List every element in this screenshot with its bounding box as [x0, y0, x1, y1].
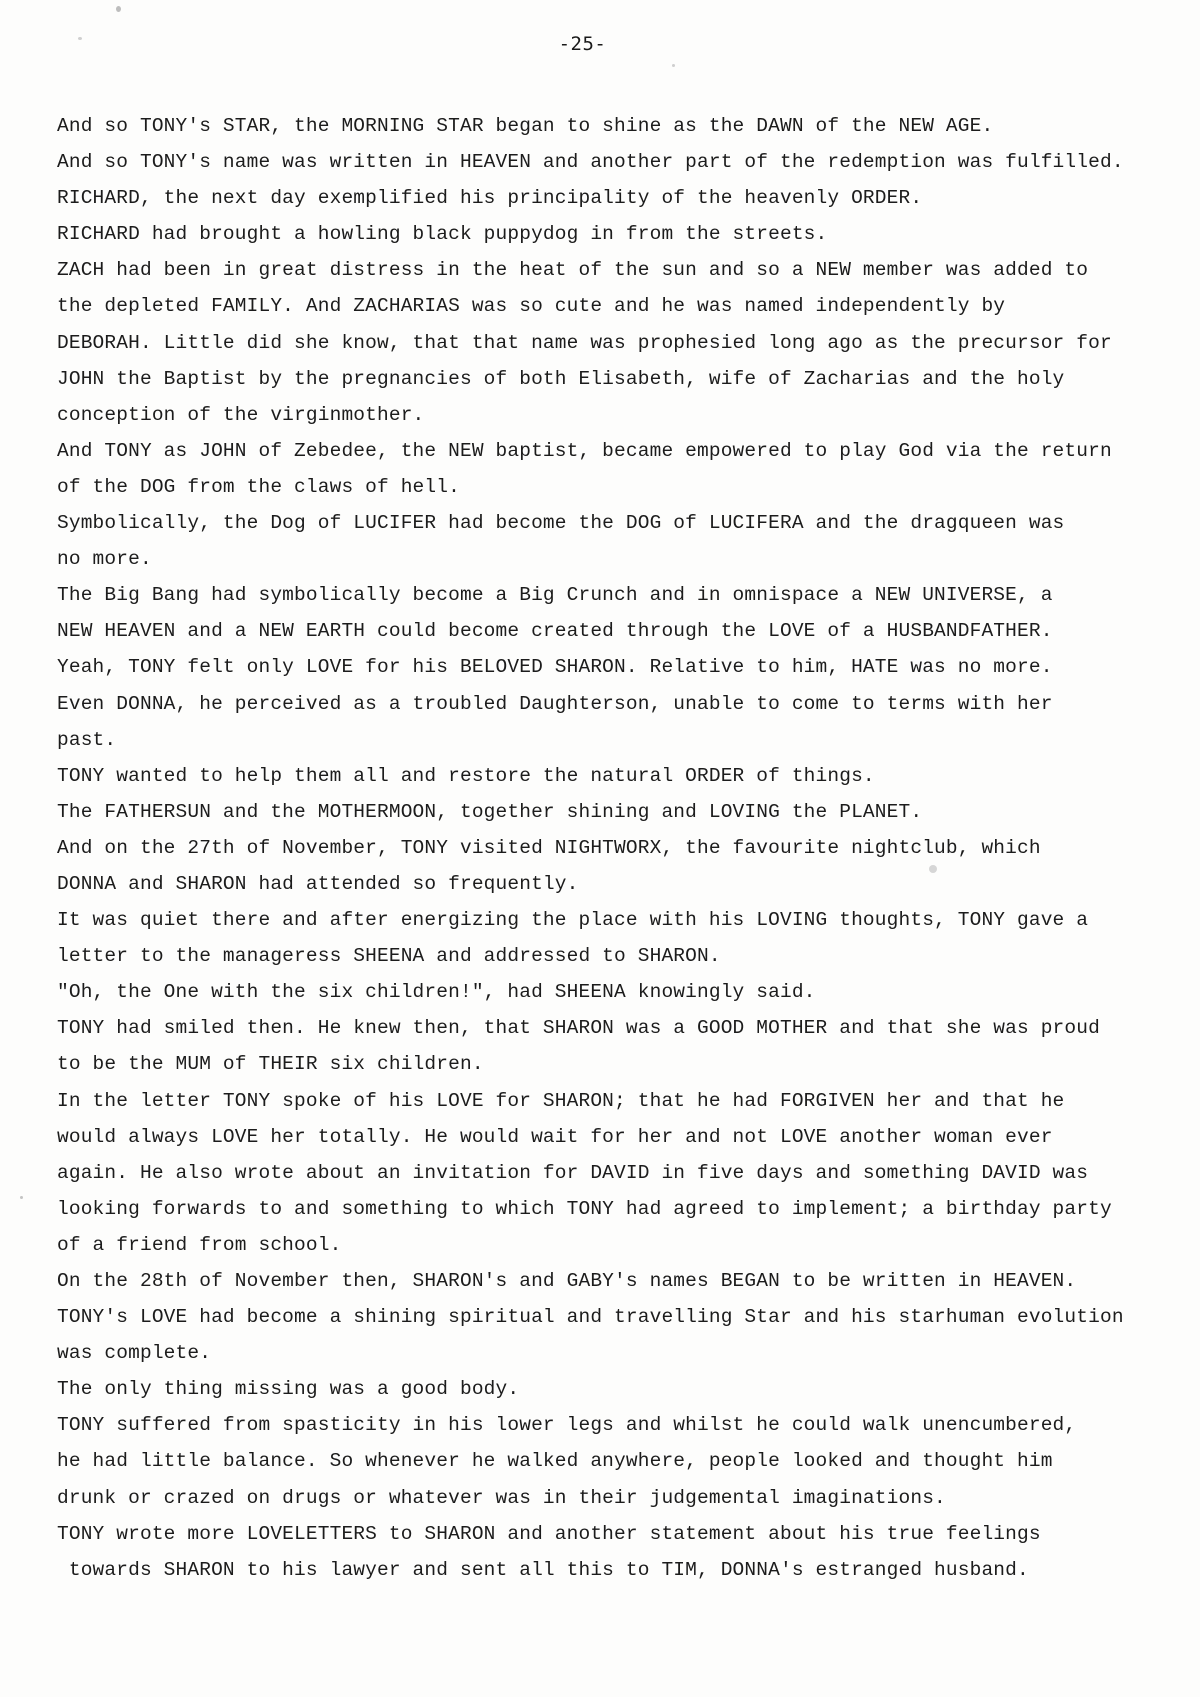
text-line: JOHN the Baptist by the pregnancies of both Elisabeth, wife of Zacharias and the holy	[57, 367, 1065, 390]
text-line: the depleted FAMILY. And ZACHARIAS was so cute and he was named independently by	[57, 295, 1006, 318]
text-line: DONNA and SHARON had attended so frequently.	[57, 872, 579, 895]
text-line: And on the 27th of November, TONY visited NIGHTWORX, the favourite nightclub, which	[57, 836, 1041, 859]
text-line: The FATHERSUN and the MOTHERMOON, together shining and LOVING the PLANET.	[57, 800, 923, 823]
text-line: And TONY as JOHN of Zebedee, the NEW baptist, became empowered to play God via the return	[57, 439, 1112, 462]
text-line: RICHARD, the next day exemplified his principality of the heavenly ORDER.	[57, 187, 923, 210]
paper-speck	[116, 6, 121, 12]
text-line: past.	[57, 728, 117, 751]
text-line: would always LOVE her totally. He would wait for her and not LOVE another woman ever	[57, 1125, 1053, 1148]
text-line: of a friend from school.	[57, 1233, 342, 1256]
text-line: Yeah, TONY felt only LOVE for his BELOVED SHARON. Relative to him, HATE was no more.	[57, 656, 1053, 679]
text-line: And so TONY's name was written in HEAVEN and another part of the redemption was fulfilled.	[57, 151, 1124, 174]
text-line: "Oh, the One with the six children!", had SHEENA knowingly said.	[57, 981, 816, 1004]
text-line: letter to the manageress SHEENA and addressed to SHARON.	[57, 945, 721, 968]
text-line: The only thing missing was a good body.	[57, 1378, 520, 1401]
text-line: to be the MUM of THEIR six children.	[57, 1053, 484, 1076]
text-line: Even DONNA, he perceived as a troubled Daughterson, unable to come to terms with her	[57, 692, 1053, 715]
text-line: of the DOG from the claws of hell.	[57, 475, 460, 498]
text-line: TONY's LOVE had become a shining spiritual and travelling Star and his starhuman evolution	[57, 1306, 1124, 1329]
text-line: On the 28th of November then, SHARON's and GABY's names BEGAN to be written in HEAVEN.	[57, 1270, 1077, 1292]
text-line: NEW HEAVEN and a NEW EARTH could become created through the LOVE of a HUSBANDFATHER.	[57, 620, 1053, 643]
text-line: Symbolically, the Dog of LUCIFER had become the DOG of LUCIFERA and the dragqueen was	[57, 512, 1065, 535]
text-line: TONY wrote more LOVELETTERS to SHARON and another statement about his true feelings	[57, 1522, 1041, 1545]
text-line: conception of the virginmother.	[57, 403, 425, 426]
text-line: In the letter TONY spoke of his LOVE for SHARON; that he had FORGIVEN her and that he	[57, 1089, 1065, 1112]
text-line: no more.	[57, 548, 152, 571]
text-line: ZACH had been in great distress in the heat of the sun and so a NEW member was added to	[57, 259, 1089, 282]
text-line: was complete.	[57, 1342, 212, 1365]
text-line: DEBORAH. Little did she know, that that name was prophesied long ago as the precursor for	[57, 331, 1112, 354]
text-line: And so TONY's STAR, the MORNING STAR began to shine as the DAWN of the NEW AGE.	[57, 115, 994, 137]
page-number: -25-	[558, 33, 607, 55]
text-line: TONY suffered from spasticity in his lower legs and whilst he could walk unencumbered,	[57, 1414, 1077, 1437]
text-line: TONY wanted to help them all and restore the natural ORDER of things.	[57, 764, 875, 787]
text-line: It was quiet there and after energizing the place with his LOVING thoughts, TONY gave a	[57, 909, 1089, 932]
text-line: looking forwards to and something to which TONY had agreed to implement; a birthday party	[57, 1197, 1112, 1220]
text-line: drunk or crazed on drugs or whatever was in their judgemental imaginations.	[57, 1486, 946, 1509]
paper-speck	[672, 64, 675, 67]
text-line: The Big Bang had symbolically become a Big Crunch and in omnispace a NEW UNIVERSE, a	[57, 584, 1053, 607]
text-line: RICHARD had brought a howling black puppydog in from the streets.	[57, 223, 828, 246]
text-line: again. He also wrote about an invitation for DAVID in five days and something DAVID was	[57, 1161, 1089, 1184]
text-line: towards SHARON to his lawyer and sent all this to TIM, DONNA's estranged husband.	[57, 1558, 1029, 1581]
body-text	[57, 108, 1197, 1588]
paper-speck	[20, 1196, 23, 1199]
text-line: TONY had smiled then. He knew then, that SHARON was a GOOD MOTHER and that she was proud	[57, 1017, 1100, 1040]
text-line: he had little balance. So whenever he walked anywhere, people looked and thought him	[57, 1450, 1053, 1473]
